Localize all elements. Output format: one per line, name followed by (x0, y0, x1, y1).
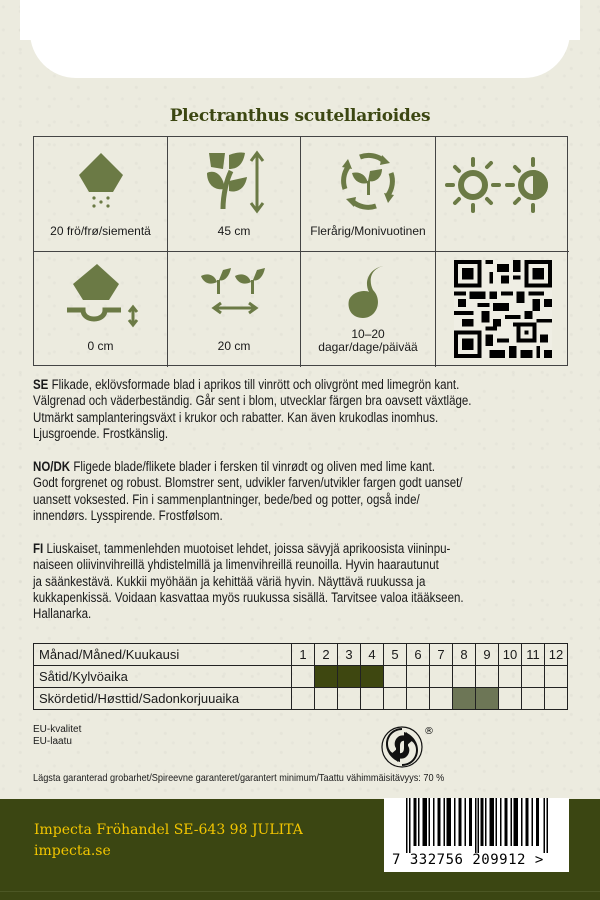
hang-tab-cutout (30, 0, 570, 78)
icon-grid (33, 136, 568, 366)
desc-se-line: Välgrenad och väderbeständig. Går sent i blom, utvecklar färgen bra oavsett växtläge. (33, 393, 472, 409)
germination-days-unit: dagar/dage/päivää (318, 340, 418, 354)
eu-quality-line: EU-laatu (33, 736, 72, 747)
harvest-cell (315, 688, 338, 710)
footer-divider (0, 891, 600, 892)
harvest-cell (499, 688, 522, 710)
desc-fi-line: Hallanarka. (33, 606, 92, 622)
sow-cell (453, 666, 476, 688)
germination-days: 10–20 (351, 327, 385, 341)
harvest-cell (407, 688, 430, 710)
company-address: Impecta Fröhandel SE-643 98 JULITA (34, 822, 303, 838)
plant-spacing-label: 20 cm (217, 339, 251, 353)
sow-cell (292, 666, 315, 688)
growing-calendar (33, 643, 568, 710)
plant-spacing-icon (199, 266, 269, 326)
harvest-cell (338, 688, 361, 710)
sow-cell (430, 666, 453, 688)
harvest-row (34, 688, 568, 710)
eu-quality-line: EU-kvalitet (33, 724, 82, 735)
sow-cell-active (338, 666, 361, 688)
harvest-cell-active (453, 688, 476, 710)
harvest-cell (430, 688, 453, 710)
description-fi (33, 541, 592, 622)
harvest-label: Skördetid/Høsttid/Sadonkorjuuaika (34, 688, 292, 710)
description-nodk (33, 459, 592, 524)
seed-count-icon (71, 147, 131, 217)
cell-germination (301, 252, 436, 367)
barcode-bars (406, 798, 548, 853)
cell-qr-code (436, 252, 569, 367)
lang-code-nodk: NO/DK (33, 459, 71, 474)
sun-partial-shade-icon (443, 153, 563, 217)
barcode-number: 7 332756 209912 > (392, 852, 544, 868)
plant-height-icon (199, 149, 269, 219)
plant-height-label: 45 cm (217, 224, 251, 238)
desc-nodk-line: uansett voksested. Fin i sammenplantninger, bede/bed og potter, også inde/ (33, 491, 420, 507)
desc-nodk-line: Fligede blade/flikete blader i fersken til vinrødt og oliven med lime kant. (73, 459, 435, 474)
month-4: 4 (361, 644, 384, 666)
sow-cell (476, 666, 499, 688)
sowing-label: Såtid/Kylvöaika (34, 666, 292, 688)
barcode (384, 798, 569, 872)
harvest-cell-active (476, 688, 499, 710)
harvest-cell (545, 688, 568, 710)
company-info (34, 820, 303, 862)
perennial-icon (338, 151, 398, 211)
month-header-label: Månad/Måned/Kuukausi (34, 644, 292, 666)
month-11: 11 (522, 644, 545, 666)
month-10: 10 (499, 644, 522, 666)
cell-sowing-depth (34, 252, 168, 367)
germination-guarantee: Lägsta garanterad grobarhet/Spireevne garanteret/garantert minimum/Taattu vähimmäisitävyys: 70 % (33, 773, 445, 784)
sowing-depth-label: 0 cm (87, 339, 114, 353)
sow-cell (384, 666, 407, 688)
svg-text:®: ® (424, 726, 434, 737)
month-1: 1 (292, 644, 315, 666)
harvest-cell (361, 688, 384, 710)
cell-plant-spacing (168, 252, 301, 367)
seed-count-label: 20 frö/frø/siementä (50, 224, 151, 238)
cell-perennial (301, 137, 436, 252)
sowing-row (34, 666, 568, 688)
desc-fi-line: naiseen oliivinvihreillä yhdistelmillä ja limenvihreillä reunoilla. Hyvin haarautunut (33, 557, 439, 573)
month-6: 6 (407, 644, 430, 666)
month-8: 8 (453, 644, 476, 666)
company-website[interactable]: impecta.se (34, 843, 111, 859)
desc-nodk-line: innendørs. Lysspirende. Frostfølsom. (33, 507, 223, 523)
month-2: 2 (315, 644, 338, 666)
desc-se-line: Ljusgroende. Frostkänslig. (33, 425, 169, 441)
sow-cell-active (315, 666, 338, 688)
description-se (33, 377, 592, 442)
desc-se-line: Flikade, eklövsformade blad i aprikos till vinrött och olivgrönt med limegrön kant. (51, 377, 460, 392)
sowing-depth-icon (61, 260, 141, 330)
desc-fi-line: kukkapenkissä. Voidaan kasvattaa myös ruukussa sisällä. Tarvitsee valoa itääkseen. (33, 589, 464, 605)
desc-fi-line: Liuskaiset, tammenlehden muotoiset lehdet, joissa sävyjä aprikoosista viininpu- (46, 541, 451, 556)
calendar-header-row (34, 644, 568, 666)
sow-cell-active (361, 666, 384, 688)
month-3: 3 (338, 644, 361, 666)
eu-quality (33, 724, 81, 748)
desc-nodk-line: Godt forgrenet og robust. Blomstrer sent, udvikler farven/utvikler fargen godt uanset/ (33, 475, 463, 491)
lang-code-se: SE (33, 377, 49, 392)
lang-code-fi: FI (33, 541, 44, 556)
desc-se-line: Utmärkt samplanteringsväxt i krukor och rabatter. Kan även krukodlas inomhus. (33, 409, 439, 425)
harvest-cell (292, 688, 315, 710)
germination-icon (343, 262, 393, 322)
harvest-cell (384, 688, 407, 710)
cell-light-requirement (436, 137, 569, 252)
cell-seed-count (34, 137, 168, 252)
sow-cell (522, 666, 545, 688)
desc-fi-line: ja säänkestävä. Kukkii myöhään ja kehittää väriä hyvin. Näyttävä ruukussa ja (33, 573, 426, 589)
green-dot-recycling-icon (380, 722, 436, 772)
month-9: 9 (476, 644, 499, 666)
sow-cell (499, 666, 522, 688)
month-12: 12 (545, 644, 568, 666)
cell-plant-height (168, 137, 301, 252)
sow-cell (545, 666, 568, 688)
perennial-label: Flerårig/Monivuotinen (310, 224, 426, 238)
month-7: 7 (430, 644, 453, 666)
qr-code-icon[interactable] (454, 260, 552, 358)
month-5: 5 (384, 644, 407, 666)
species-title: Plectranthus scutellarioides (169, 106, 431, 126)
sow-cell (407, 666, 430, 688)
harvest-cell (522, 688, 545, 710)
